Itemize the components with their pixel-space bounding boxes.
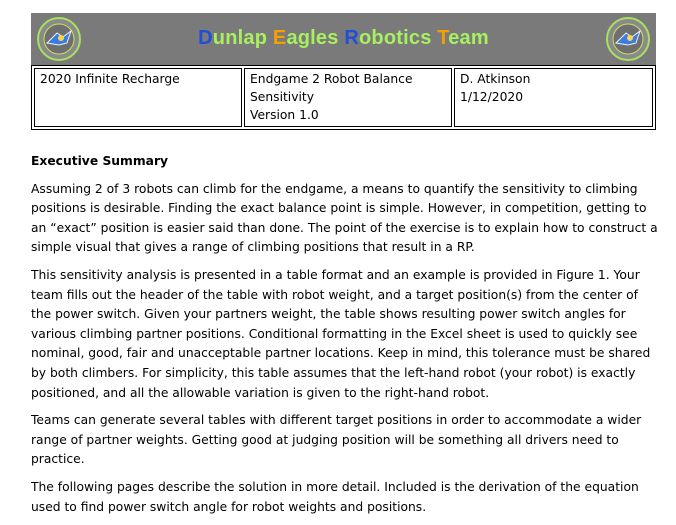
author-cell xyxy=(454,68,653,127)
game-cell xyxy=(34,68,242,127)
title-word-eagles: Eagles xyxy=(272,27,345,49)
section-heading: Executive Summary xyxy=(31,154,169,168)
body-paragraph: Teams can generate several tables with different target positions in order to accommodate a wider range of partner weights. Getting good at judging position will be something all drivers need to practice. xyxy=(31,413,642,467)
doc-date: 1/12/2020 xyxy=(460,90,524,104)
doc-version: Version 1.0 xyxy=(250,108,319,122)
body-paragraph: This sensitivity analysis is presented in a table format and an example is provided in Figure 1. Your team fills out the header of the table with robot weight, and a target position(s) from the center of the power switch. Given your partners weight, the table shows resulting power switch angles for various climbing partner positions. Conditional formatting in the Excel sheet is used to quickly see nominal, good, fair and unacceptable partner locations. Keep in mind, this tolerance must be shared by both climbers. For simplicity, this table assumes that the left-hand robot (your robot) is exactly positioned, and all the allowable variation is given to the right-hand robot. xyxy=(31,267,651,400)
author-name: D. Atkinson xyxy=(460,72,531,86)
doc-title-line2: Sensitivity xyxy=(250,90,315,104)
title-word-robotics: Robotics xyxy=(344,27,438,49)
body-paragraph: Assuming 2 of 3 robots can climb for the endgame, a means to quantify the sensitivity to climbing positions is desirable. Finding the exact balance point is simple. However, in competition, getting to an “exact” position is easier said than done. The point of the exercise is to explain how to construct a simple visual that gives a range of climbing positions that result in a RP. xyxy=(31,181,658,255)
document-info-table xyxy=(31,65,656,130)
document-body xyxy=(31,152,661,525)
title-word-dunlap: Dunlap xyxy=(198,27,273,49)
team-title xyxy=(31,27,656,50)
game-name: 2020 Infinite Recharge xyxy=(40,72,180,86)
body-paragraph: The following pages describe the solution in more detail. Included is the derivation of the equation used to find power switch angle for robot weights and positions. xyxy=(31,479,639,514)
eagles-robotics-logo-icon xyxy=(600,15,656,63)
doc-title-line1: Endgame 2 Robot Balance xyxy=(250,72,413,86)
doc-title-cell xyxy=(244,68,452,127)
title-word-team: Team xyxy=(437,27,489,49)
header-banner xyxy=(31,13,656,65)
